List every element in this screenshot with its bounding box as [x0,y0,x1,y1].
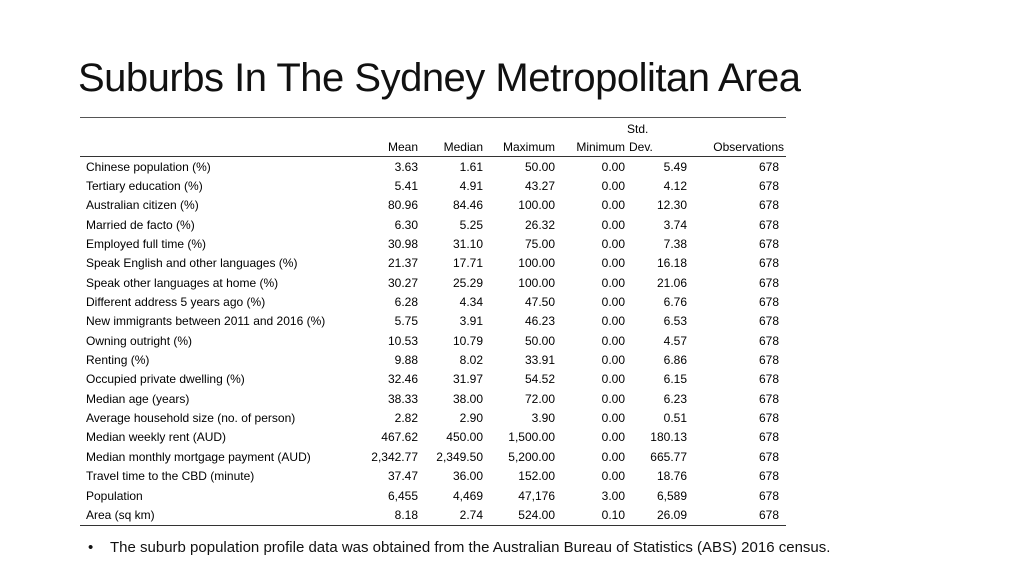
header-observations: Observations [689,136,786,157]
cell-observations: 678 [758,391,779,406]
cell-minimum: 0.00 [601,314,625,329]
header-median: Median [420,136,485,157]
table-row [80,234,786,253]
cell-maximum: 75.00 [524,237,555,252]
cell-std-dev: 180.13 [650,430,687,445]
cell-variable: Renting (%) [86,353,150,368]
slide-title: Suburbs In The Sydney Metropolitan Area [78,56,801,100]
cell-std-dev: 12.30 [656,198,687,213]
cell-median: 4.34 [459,295,483,310]
cell-variable: Owning outright (%) [86,333,193,348]
cell-minimum: 0.00 [601,333,625,348]
cell-minimum: 0.00 [601,275,625,290]
cell-maximum: 50.00 [524,159,555,174]
cell-variable: Population [86,488,143,503]
cell-mean: 467.62 [381,430,418,445]
cell-observations: 678 [758,179,779,194]
cell-median: 31.97 [452,372,483,387]
cell-median: 2.90 [459,411,483,426]
cell-std-dev: 16.18 [656,256,687,271]
cell-variable: Australian citizen (%) [86,198,199,213]
header-minimum: Minimum [557,136,627,157]
cell-observations: 678 [689,505,786,525]
cell-observations: 678 [758,449,779,464]
cell-maximum: 100.00 [518,198,555,213]
table-row [80,389,786,408]
cell-mean: 6,455 [387,488,418,503]
cell-minimum: 0.00 [601,469,625,484]
cell-observations: 678 [758,217,779,232]
cell-median: 8.02 [459,353,483,368]
cell-mean: 5.75 [394,314,418,329]
cell-variable: Median monthly mortgage payment (AUD) [86,449,311,464]
table-row [80,408,786,427]
cell-observations: 678 [758,237,779,252]
cell-median: 1.61 [459,159,483,174]
table-row [80,505,786,525]
cell-variable: Travel time to the CBD (minute) [86,469,255,484]
table-row [80,176,786,195]
cell-minimum: 0.00 [601,372,625,387]
cell-maximum: 33.91 [524,353,555,368]
cell-mean: 30.27 [387,275,418,290]
cell-median: 17.71 [452,256,483,271]
cell-maximum: 100.00 [518,275,555,290]
cell-variable: Area (sq km) [80,505,362,525]
cell-observations: 678 [758,198,779,213]
cell-mean: 3.63 [394,159,418,174]
cell-std-dev: 6.15 [663,372,687,387]
cell-mean: 2,342.77 [371,449,418,464]
cell-maximum: 524.00 [485,505,557,525]
cell-std-dev: 6.53 [663,314,687,329]
cell-maximum: 100.00 [518,256,555,271]
table-row [80,157,786,177]
cell-variable: Different address 5 years ago (%) [86,295,266,310]
cell-mean: 8.18 [362,505,420,525]
cell-std-dev: 6.86 [663,353,687,368]
table-row [80,254,786,273]
cell-observations: 678 [758,411,779,426]
table-row [80,486,786,505]
header-mean: Mean [362,136,420,157]
table-row [80,292,786,311]
cell-variable: Employed full time (%) [86,237,207,252]
cell-std-dev: 18.76 [656,469,687,484]
cell-maximum: 54.52 [524,372,555,387]
cell-variable: Average household size (no. of person) [86,411,296,426]
cell-minimum: 0.10 [557,505,627,525]
cell-mean: 5.41 [394,179,418,194]
cell-mean: 80.96 [387,198,418,213]
cell-observations: 678 [758,333,779,348]
cell-median: 3.91 [459,314,483,329]
cell-mean: 32.46 [387,372,418,387]
cell-std-dev: 4.57 [663,333,687,348]
cell-minimum: 0.00 [601,159,625,174]
table-header [80,118,786,157]
cell-mean: 10.53 [387,333,418,348]
cell-variable: Median weekly rent (AUD) [86,430,227,445]
cell-observations: 678 [758,430,779,445]
cell-std-dev: 4.12 [663,179,687,194]
table-row [80,273,786,292]
table-body [80,157,786,526]
cell-minimum: 0.00 [601,391,625,406]
cell-minimum: 0.00 [601,353,625,368]
cell-median: 25.29 [452,275,483,290]
cell-minimum: 0.00 [601,179,625,194]
cell-mean: 2.82 [394,411,418,426]
cell-minimum: 3.00 [601,488,625,503]
cell-observations: 678 [758,256,779,271]
cell-minimum: 0.00 [601,256,625,271]
cell-maximum: 72.00 [524,391,555,406]
cell-variable: Occupied private dwelling (%) [86,372,245,387]
cell-mean: 37.47 [387,469,418,484]
cell-median: 5.25 [459,217,483,232]
cell-maximum: 47.50 [524,295,555,310]
cell-std-dev: 3.74 [663,217,687,232]
cell-mean: 21.37 [387,256,418,271]
cell-mean: 6.28 [394,295,418,310]
header-std-top: Std. [627,118,689,137]
cell-maximum: 50.00 [524,333,555,348]
cell-observations: 678 [758,469,779,484]
cell-maximum: 1,500.00 [508,430,555,445]
cell-median: 4.91 [459,179,483,194]
cell-maximum: 43.27 [524,179,555,194]
source-note-text: The suburb population profile data was obtained from the Australian Bureau of Statistics (ABS) 2016 census. [110,539,831,556]
cell-observations: 678 [758,275,779,290]
cell-minimum: 0.00 [601,430,625,445]
cell-mean: 9.88 [394,353,418,368]
cell-maximum: 47,176 [518,488,555,503]
cell-variable: Speak English and other languages (%) [86,256,298,271]
cell-maximum: 26.32 [524,217,555,232]
cell-mean: 30.98 [387,237,418,252]
cell-maximum: 152.00 [518,469,555,484]
cell-observations: 678 [758,159,779,174]
cell-median: 38.00 [452,391,483,406]
header-std-dev: Dev. [627,136,689,157]
cell-std-dev: 6.23 [663,391,687,406]
cell-maximum: 3.90 [531,411,555,426]
cell-std-dev: 6.76 [663,295,687,310]
cell-median: 10.79 [452,333,483,348]
table-row [80,370,786,389]
cell-mean: 38.33 [387,391,418,406]
table-row [80,350,786,369]
cell-std-dev: 21.06 [656,275,687,290]
cell-median: 4,469 [452,488,483,503]
cell-median: 2.74 [420,505,485,525]
cell-median: 450.00 [446,430,483,445]
cell-median: 36.00 [452,469,483,484]
cell-median: 31.10 [452,237,483,252]
table-row [80,447,786,466]
cell-std-dev: 5.49 [663,159,687,174]
cell-observations: 678 [758,353,779,368]
cell-mean: 6.30 [394,217,418,232]
cell-variable: Chinese population (%) [86,159,211,174]
cell-minimum: 0.00 [601,198,625,213]
cell-variable: New immigrants between 2011 and 2016 (%) [86,314,326,329]
cell-std-dev: 665.77 [650,449,687,464]
table-row [80,331,786,350]
cell-std-dev: 6,589 [656,488,687,503]
cell-maximum: 5,200.00 [508,449,555,464]
cell-minimum: 0.00 [601,237,625,252]
cell-maximum: 46.23 [524,314,555,329]
cell-minimum: 0.00 [601,411,625,426]
table-row [80,428,786,447]
cell-observations: 678 [758,372,779,387]
source-note [88,539,830,556]
cell-observations: 678 [758,295,779,310]
cell-observations: 678 [758,314,779,329]
table-row [80,196,786,215]
cell-variable: Speak other languages at home (%) [86,275,279,290]
cell-median: 84.46 [452,198,483,213]
cell-median: 2,349.50 [436,449,483,464]
cell-std-dev: 7.38 [663,237,687,252]
table-row [80,467,786,486]
cell-minimum: 0.00 [601,295,625,310]
cell-std-dev: 0.51 [663,411,687,426]
header-label [80,136,362,157]
table-row [80,215,786,234]
cell-std-dev: 26.09 [627,505,689,525]
summary-statistics-table [80,117,786,526]
cell-variable: Tertiary education (%) [86,179,203,194]
cell-minimum: 0.00 [601,449,625,464]
cell-variable: Median age (years) [86,391,190,406]
table-row [80,312,786,331]
cell-variable: Married de facto (%) [86,217,195,232]
cell-minimum: 0.00 [601,217,625,232]
summary-statistics-table-container [80,117,786,526]
bullet-icon: • [88,539,94,556]
cell-observations: 678 [758,488,779,503]
header-maximum: Maximum [485,136,557,157]
